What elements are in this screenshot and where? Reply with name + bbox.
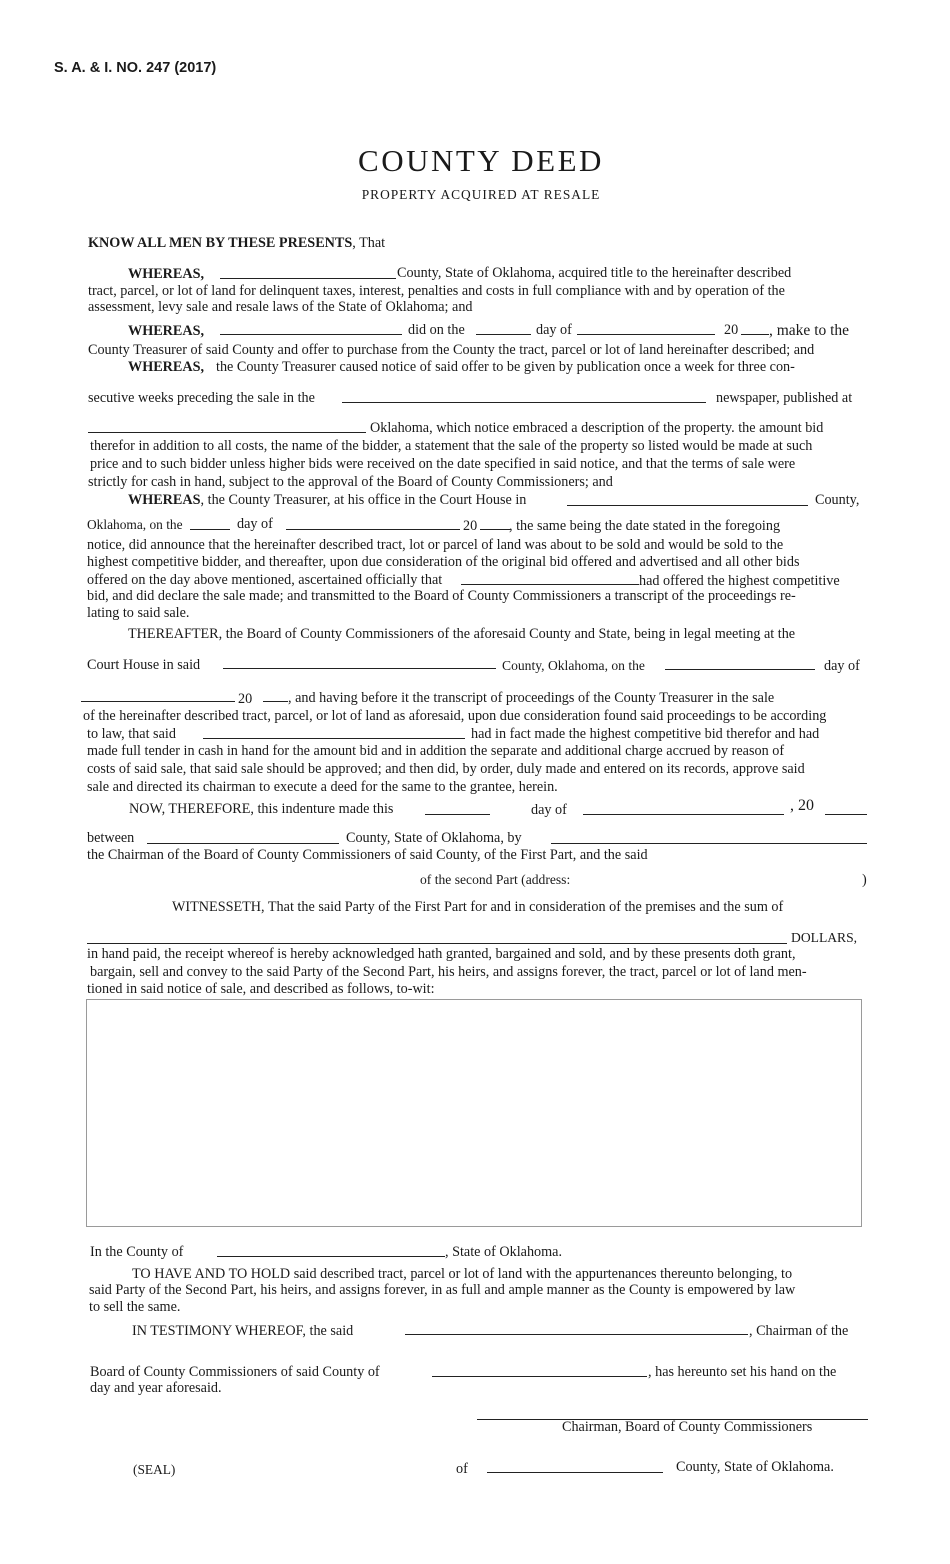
p3-line5: price and to such bidder unless higher bids were received on the date specified in said notice, and that the terms of sale were xyxy=(90,456,796,472)
p1-line2: tract, parcel, or lot of land for delinquent taxes, interest, penalties and costs in full compliance with and by operation of the xyxy=(88,283,785,299)
p4-line1 xyxy=(128,492,526,509)
p2-day-of: day of xyxy=(536,322,572,338)
seal-label: (SEAL) xyxy=(133,1462,176,1477)
p2-make-to-the: , make to the xyxy=(769,322,850,339)
p10-line3: day and year aforesaid. xyxy=(90,1380,222,1396)
indenture-month-blank[interactable] xyxy=(583,814,784,815)
p1-line3: assessment, levy sale and resale laws of the State of Oklahoma; and xyxy=(88,299,473,315)
p2-line2: County Treasurer of said County and offer to purchase from the County the tract, parcel or lot of land hereinafter described; and xyxy=(88,342,815,358)
chairman-name-blank[interactable] xyxy=(551,843,867,844)
p2-day-blank[interactable] xyxy=(476,334,531,335)
p4-line6: bid, and did declare the sale made; and transmitted to the Board of County Commissioners a transcript of the proceedings re- xyxy=(87,588,796,604)
p6-line2a: between xyxy=(87,830,135,846)
p5-bidder-blank[interactable] xyxy=(203,738,465,739)
p5-line2b: County, Oklahoma, on the xyxy=(502,658,645,673)
indenture-year-blank[interactable] xyxy=(825,814,867,815)
p5-day-blank[interactable] xyxy=(665,669,815,670)
signature-caption: Chairman, Board of County Commissioners xyxy=(562,1419,813,1435)
p4-month-blank[interactable] xyxy=(286,529,460,530)
p5-month-blank[interactable] xyxy=(81,701,235,702)
testimony-county-blank[interactable] xyxy=(405,1334,748,1335)
p9-line2: said Party of the Second Part, his heirs, and assigns forever, in as full and ample manner as the County is empowered by law xyxy=(89,1282,796,1298)
p5-year-blank[interactable] xyxy=(263,701,288,702)
form-number: S. A. & I. NO. 247 (2017) xyxy=(54,60,217,76)
p5-line7: costs of said sale, that said sale should be approved; and then did, by order, duly made and entered on its records, approve said xyxy=(87,761,805,777)
p3-line3: Oklahoma, which notice embraced a description of the property. the amount bid xyxy=(370,420,824,436)
p4-line2b: day of xyxy=(237,516,273,532)
p10-line1b: , Chairman of the xyxy=(749,1323,849,1339)
p8-line1a: In the County of xyxy=(90,1244,184,1260)
signature-county-blank[interactable] xyxy=(487,1472,663,1473)
p7-dollars: DOLLARS, xyxy=(791,930,858,945)
p4-line7: lating to said sale. xyxy=(87,605,190,621)
p6-line1c: , 20 xyxy=(790,797,814,814)
p2-year-blank[interactable] xyxy=(741,334,769,335)
p10-line2b: , has hereunto set his hand on the xyxy=(648,1364,837,1380)
p2-twenty: 20 xyxy=(724,322,739,338)
p5-line1: THEREAFTER, the Board of County Commissioners of the aforesaid County and State, being in legal meeting at the xyxy=(128,626,796,642)
p5-line2a: Court House in said xyxy=(87,657,201,673)
intro-bold: KNOW ALL MEN BY THESE PRESENTS xyxy=(88,235,353,251)
p10-line1a: IN TESTIMONY WHEREOF, the said xyxy=(132,1323,354,1339)
p3-line2a: secutive weeks preceding the sale in the xyxy=(88,390,315,406)
board-county-blank[interactable] xyxy=(223,668,496,669)
grantor-county-blank[interactable] xyxy=(147,843,339,844)
p2-did-on-the: did on the xyxy=(408,322,465,338)
p6-line4-close: ) xyxy=(862,872,867,888)
p6-line1b: day of xyxy=(531,802,567,818)
p6-line2b: County, State of Oklahoma, by xyxy=(346,830,522,846)
p4-line3: notice, did announce that the hereinafter described tract, lot or parcel of land was about to be sold and would be sold to the xyxy=(87,537,784,553)
p5-line8: sale and directed its chairman to execute a deed for the same to the grantee, herein. xyxy=(87,779,558,795)
legal-description-box[interactable] xyxy=(86,999,862,1227)
p4-line2d: , the same being the date stated in the foregoing xyxy=(509,518,781,534)
p4-year-blank[interactable] xyxy=(480,529,510,530)
document-title: COUNTY DEED xyxy=(358,143,604,178)
court-house-county-blank[interactable] xyxy=(567,505,808,506)
p6-line4: of the second Part (address: xyxy=(420,872,571,887)
p1-lead: WHEREAS, xyxy=(128,266,205,282)
p7-line4: bargain, sell and convey to the said Party of the Second Part, his heirs, and assigns forever, the tract, parcel or lot of land men- xyxy=(90,964,807,980)
p2-month-blank[interactable] xyxy=(577,334,715,335)
p8-line1b: , State of Oklahoma. xyxy=(445,1244,563,1260)
p5-line5b: had in fact made the highest competitive bid therefor and had xyxy=(471,726,820,742)
bidder-name-blank[interactable] xyxy=(220,334,402,335)
p7-line1: WITNESSETH, That the said Party of the First Part for and in consideration of the premises and the sum of xyxy=(172,899,784,915)
p7-line3: in hand paid, the receipt whereof is hereby acknowledged hath granted, bargained and sold, and by these presents doth grant, xyxy=(87,946,796,962)
p5-line5a: to law, that said xyxy=(87,726,176,742)
p4-line5a: offered on the day above mentioned, ascertained officially that xyxy=(87,572,443,588)
p1-line1: County, State of Oklahoma, acquired title to the hereinafter described xyxy=(397,265,792,281)
p3-line2b: newspaper, published at xyxy=(716,390,853,406)
p5-line4: of the hereinafter described tract, parcel, or lot of land as aforesaid, upon due consideration found said proceedings to be according xyxy=(83,708,827,724)
signature-of: of xyxy=(456,1461,468,1477)
indenture-day-blank[interactable] xyxy=(425,814,490,815)
signature-county-state: County, State of Oklahoma. xyxy=(676,1459,834,1475)
newspaper-blank[interactable] xyxy=(342,402,706,403)
p4-line2a: Oklahoma, on the xyxy=(87,517,183,532)
publication-city-blank[interactable] xyxy=(88,432,366,433)
p4-county: County, xyxy=(815,492,860,508)
p3-line4: therefor in addition to all costs, the name of the bidder, a statement that the sale of the property so listed would be made at such xyxy=(90,438,813,454)
p4-line1-text: , the County Treasurer, at his office in the Court House in xyxy=(200,492,527,508)
p2-lead: WHEREAS, xyxy=(128,323,205,339)
intro-rest: , That xyxy=(352,235,386,251)
p4-day-blank[interactable] xyxy=(190,529,230,530)
p3-lead: WHEREAS, xyxy=(128,359,205,375)
p7-line5: tioned in said notice of sale, and described as follows, to-wit: xyxy=(87,981,435,997)
property-county-blank[interactable] xyxy=(217,1256,445,1257)
p9-line1: TO HAVE AND TO HOLD said described tract, parcel or lot of land with the appurtenances thereunto belonging, to xyxy=(132,1266,793,1282)
p6-line3: the Chairman of the Board of County Commissioners of said County, of the First Part, and the said xyxy=(87,847,648,863)
highest-bidder-blank[interactable] xyxy=(461,584,639,585)
p4-line4: highest competitive bidder, and thereafter, upon due consideration of the original bid offered and advertised and all other bids xyxy=(87,554,800,570)
p3-line6: strictly for cash in hand, subject to the approval of the Board of County Commissioners; and xyxy=(88,474,613,490)
p5-line3b: , and having before it the transcript of proceedings of the County Treasurer in the sale xyxy=(288,690,775,706)
p6-line1a: NOW, THEREFORE, this indenture made this xyxy=(129,801,394,817)
commissioners-county-blank[interactable] xyxy=(432,1376,647,1377)
p4-line5b: had offered the highest competitive xyxy=(639,573,840,589)
p10-line2a: Board of County Commissioners of said County of xyxy=(90,1364,380,1380)
amount-blank[interactable] xyxy=(87,943,787,944)
p5-line3a: 20 xyxy=(238,691,253,707)
intro-line xyxy=(88,235,385,252)
p9-line3: to sell the same. xyxy=(89,1299,181,1315)
p5-line6: made full tender in cash in hand for the amount bid and in addition the separate and additional charge accrued by reason of xyxy=(87,743,785,759)
p4-line2c: 20 xyxy=(463,518,478,534)
document-subtitle: PROPERTY ACQUIRED AT RESALE xyxy=(361,187,601,202)
p3-line1: the County Treasurer caused notice of said offer to be given by publication once a week for three con- xyxy=(216,359,795,375)
county-name-blank[interactable] xyxy=(220,278,396,279)
p4-lead: WHEREAS xyxy=(128,492,201,508)
p5-line2c: day of xyxy=(824,658,860,674)
